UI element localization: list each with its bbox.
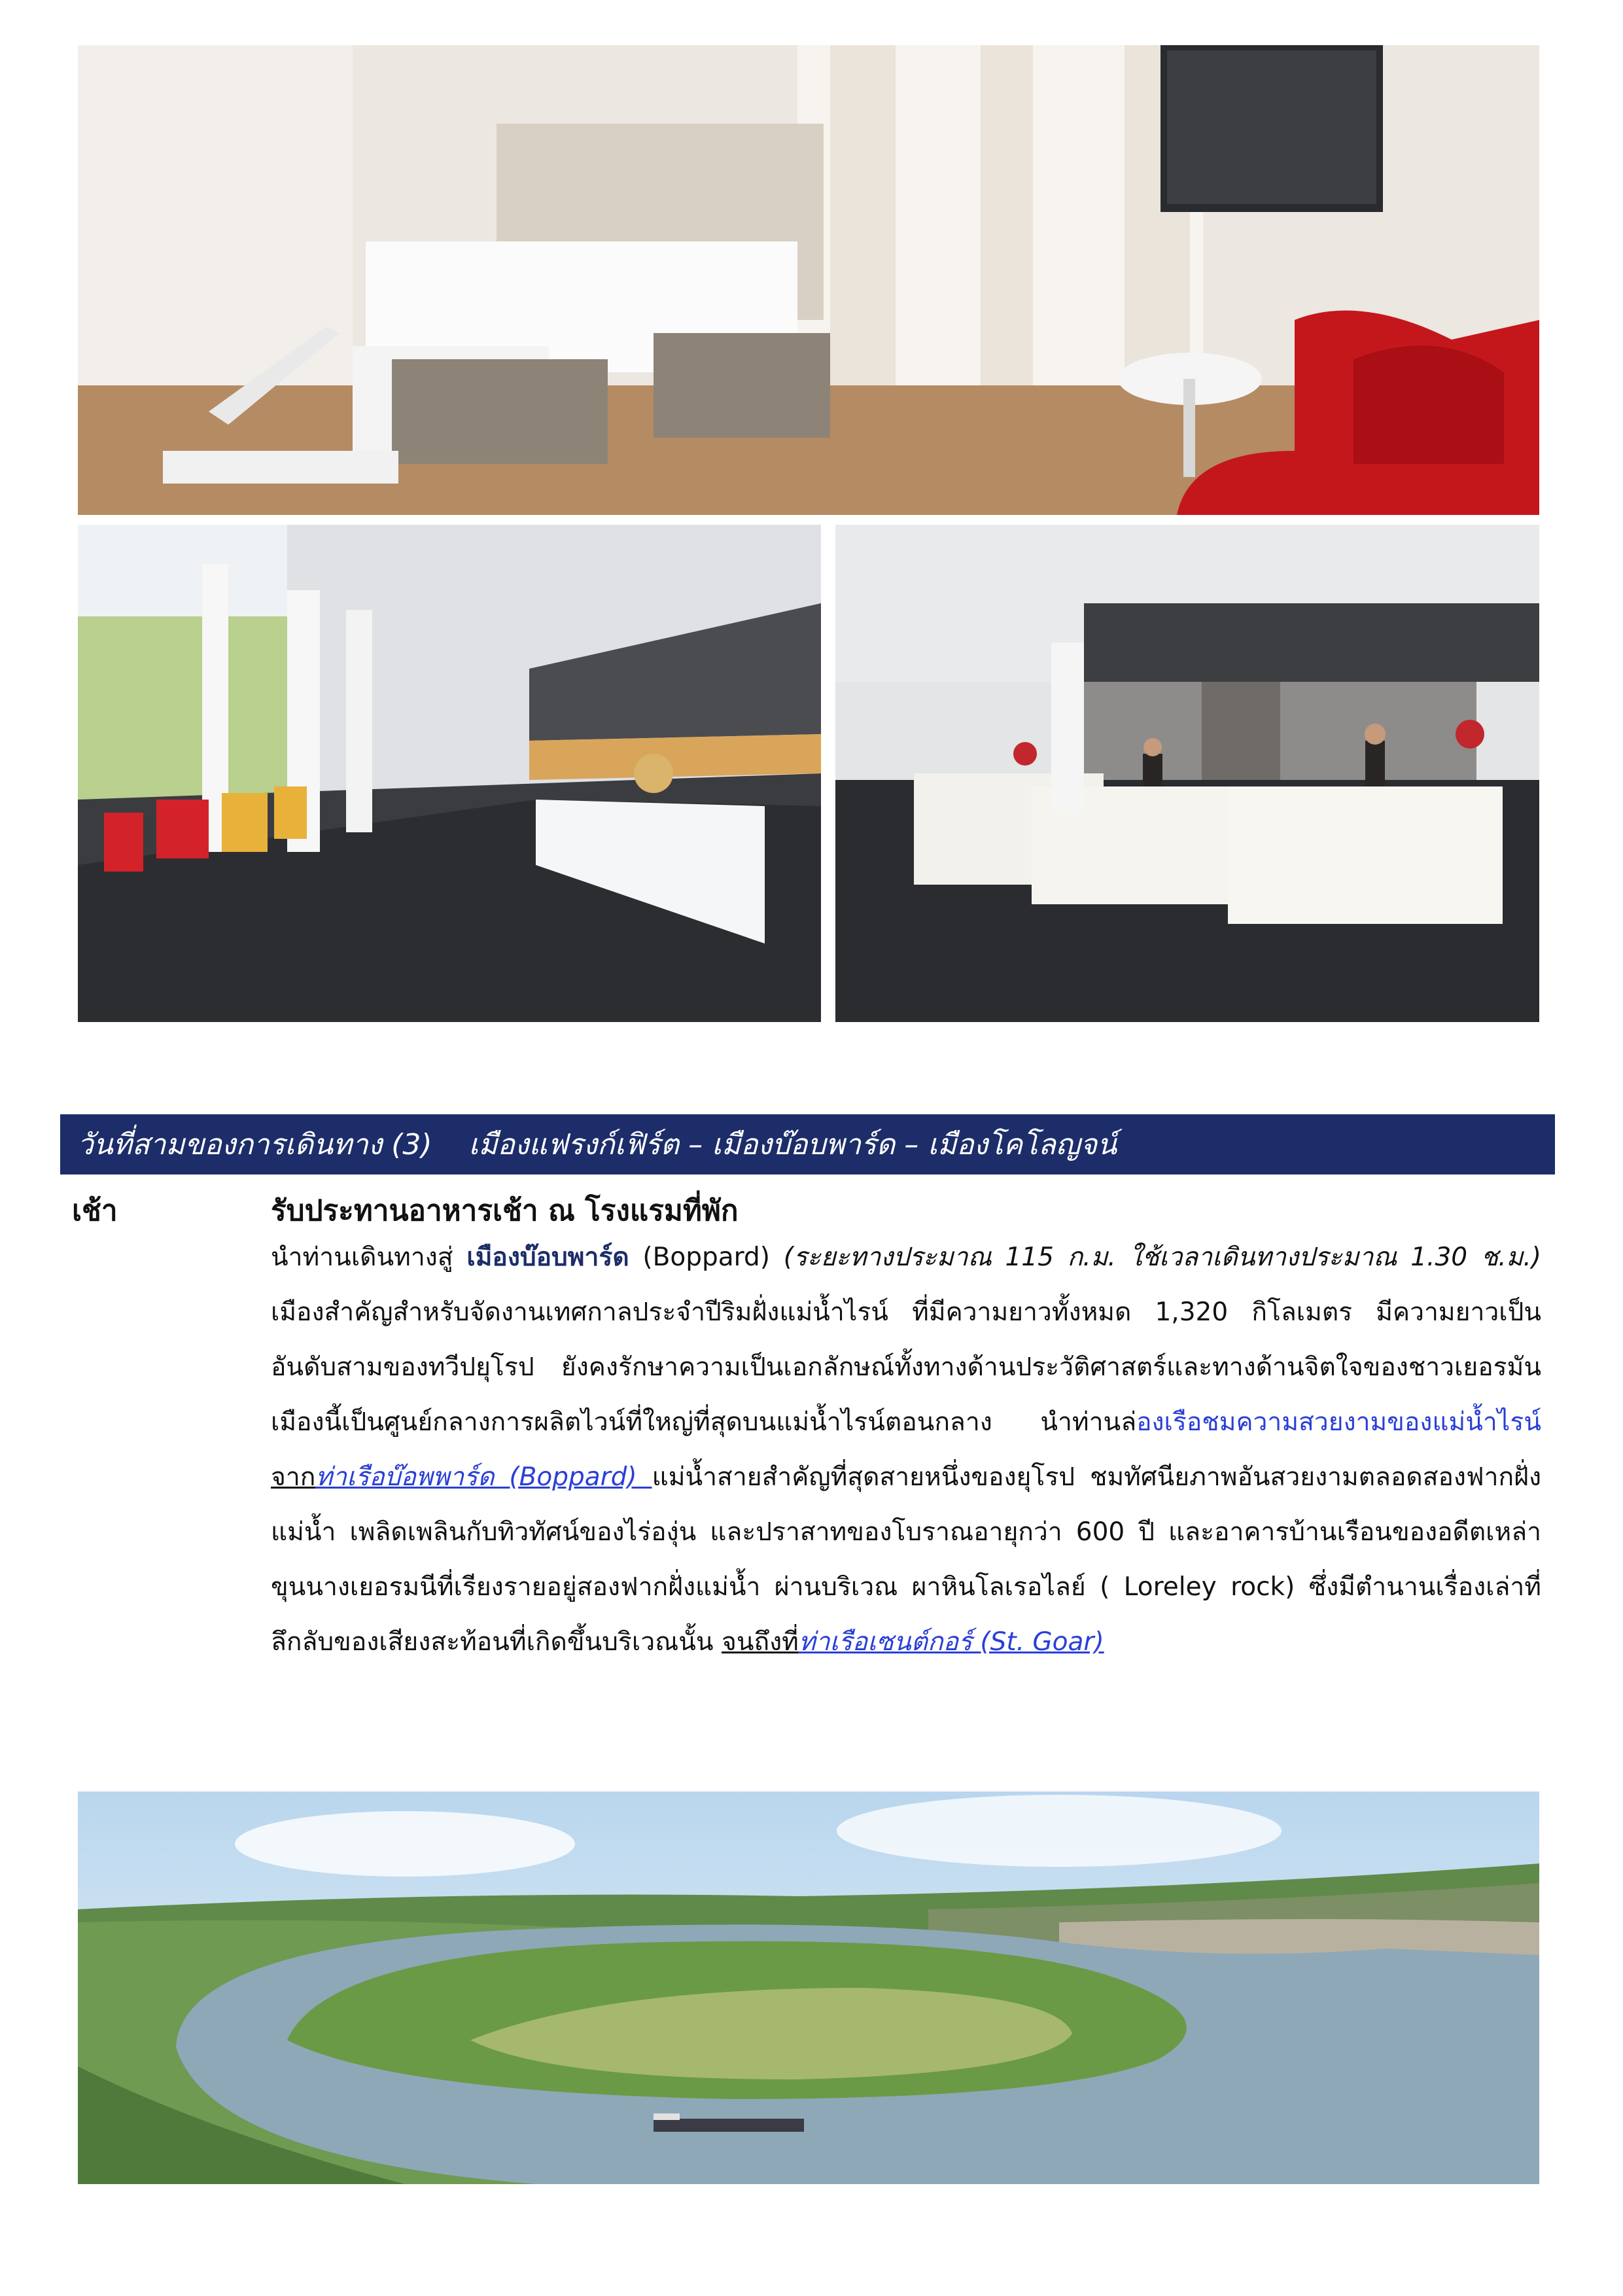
para-text: จาก [271,1462,316,1492]
boppard-pier-link[interactable]: ท่าเรือบ๊อพพาร์ด (Boppard) [315,1462,652,1492]
hotel-room-photo [78,45,1539,515]
distance-note: (ระยะทางประมาณ 115 ก.ม. ใช้เวลาเดินทางประมาณ 1.30 ช.ม.) [783,1243,1542,1272]
para-text: แม่น้ำสายสำคัญที่สุดสายหนึ่งของยุโรป ชมทัศนียภาพอันสวยงามตลอดสองฟากฝั่งแม่น้ำ เพลิดเพลินกับทิวทัศน์ของไร่องุ่น และปราสาทของโบราณอายุกว่า 600 ปี และอาคารบ้านเรือนของอดีตเหล่าขุนนางเยอรมนีที่เรียงรายอยู่สองฟากฝั่งแม่น้ำ ผ่านบริเวณ ผาหินโลเรอไลย์ ( Loreley rock) ซึ่งมีตำนานเรื่องเล่าที่ลึกลับของเสียงสะท้อนที่เกิดขึ้นบริเวณนั้น [271,1462,1541,1657]
breakfast-label: เช้า [72,1194,118,1227]
itinerary-paragraph [271,1230,1541,1670]
para-text: เมืองสำคัญสำหรับจัดงานเทศกาลประจำปีริมฝั่งแม่น้ำไรน์ ที่มีความยาวทั้งหมด 1,320 กิโลเมตร มีความยาวเป็นอันดับสามของทวีปยุโรป ยังคงรักษาความเป็นเอกลักษณ์ทั้งทางด้านประวัติศาสตร์และทางด้านจิตใจของชาวเยอรมัน เมืองนี้เป็นศูนย์กลางการผลิตไวน์ที่ใหญ่ที่สุดบนแม่น้ำไรน์ตอนกลาง นำท่านล [271,1298,1541,1437]
breakfast-text: รับประทานอาหารเช้า ณ โรงแรมที่พัก [271,1194,739,1227]
para-text: (Boppard) [629,1243,784,1272]
hotel-reception-photo [835,525,1539,1022]
day-header-bar: วันที่สามของการเดินทาง (3) เมืองแฟรงก์เฟิร์ต – เมืองบ๊อบพาร์ด – เมืองโคโลญจน์ [60,1114,1555,1174]
cruise-highlight: ่องเรือชมความสวยงามของแม่น้ำไรน์ [1136,1407,1541,1437]
city-name: เมืองบ๊อบพาร์ด [466,1243,629,1272]
hotel-lobby-photo [78,525,821,1022]
para-text: นำท่านเดินทางสู่ [271,1243,467,1272]
st-goar-pier-link[interactable]: ท่าเรือเซนต์กอร์ (St. Goar) [798,1627,1104,1657]
para-text: จนถึงที่ [722,1627,799,1657]
rhine-river-bend-photo [78,1792,1539,2184]
